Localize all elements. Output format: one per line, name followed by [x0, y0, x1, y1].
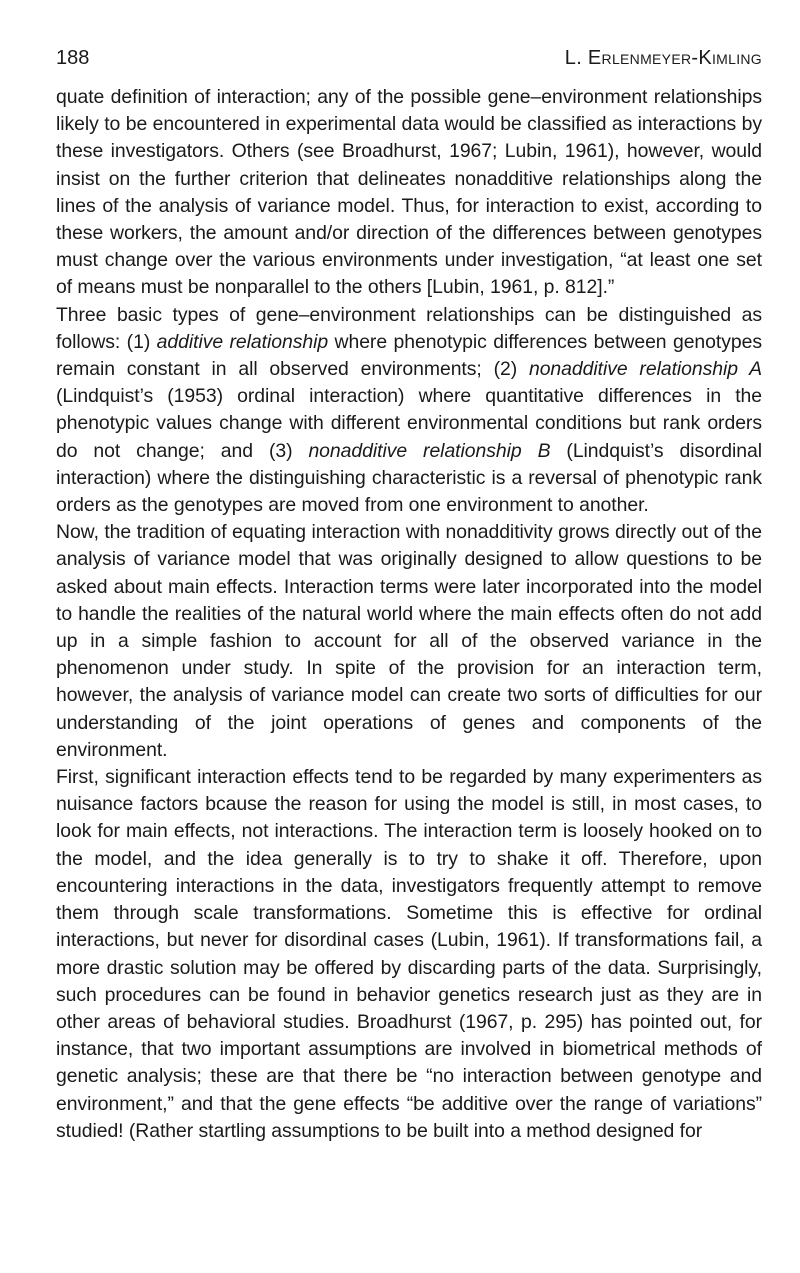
text-segment: First, significant interaction effects tend to be regarded by many experimenters as nuisance factors bcause the reason for using the model is still, in most cases, to look for main effects, not interactions. The interaction term is loosely hooked on to the model, and the idea generally is to try to shake it off. Therefore, upon encountering interactions in the data, investigators frequently attempt to remove them through scale transformations. Sometime this is effective for ordinal interactions, but never for disordinal cases (Lubin, 1961). If transformations fail, a more drastic solution may be offered by discarding parts of the data. Surprisingly, such procedures can be found in behavior genetics research just as they are in other areas of behavioral studies. Broadhurst (1967, p. 295) has pointed out, for instance, that two important assumptions are involved in biometrical methods of genetic analysis; these are that there be “no interaction between genotype and environment,” and that the gene effects “be additive over the range of variations” studied! (Rather startling assumptions to be built into a method designed for [56, 766, 762, 1142]
text-segment: Three basic types of gene–environment relationships can be distinguished as follows: (1) [56, 303, 762, 353]
text-segment: (Lindquist’s (1953) ordinal interaction) where quantitative differences in the phenotypic values change with different environmental conditions but rank orders do not change; and (3) [56, 385, 762, 462]
text-segment: where phenotypic differences between genotypes remain constant in all observed environments; (2) [56, 330, 762, 381]
running-author: L. Erlenmeyer-Kimling [564, 47, 762, 69]
paragraph [56, 764, 762, 1145]
text-segment: (Lindquist’s disordinal interaction) where the distinguishing characteristic is a reversal of phenotypic rank orders as the genotypes are moved from one environment to another. [56, 439, 762, 517]
paragraph [56, 84, 762, 302]
body-text [56, 84, 762, 1145]
paragraph [56, 302, 762, 520]
term-italic: nonadditive relationship A [528, 358, 762, 381]
running-head [56, 46, 762, 70]
term-italic: nonadditive relationship B [308, 439, 551, 462]
page [56, 46, 762, 1145]
text-segment: quate definition of interaction; any of the possible gene–environment relationships likely to be encountered in experimental data would be classified as interactions by these investigators. Others (see Broadhurst, 1967; Lubin, 1961), however, would insist on the further criterion that delineates nonadditive relationships along the lines of the analysis of variance model. Thus, for interaction to exist, according to these workers, the amount and/or direction of the differences between genotypes must change over the various environments under investigation, “at least one set of means must be nonparallel to the others [Lubin, 1961, p. 812].” [56, 86, 762, 299]
term-italic: additive relationship [156, 330, 329, 353]
text-segment: Now, the tradition of equating interaction with nonadditivity grows directly out of the analysis of variance model that was originally designed to allow questions to be asked about main effects. Interaction terms were later incorporated into the model to handle the realities of the natural world where the main effects often do not add up in a simple fashion to account for all of the observed variance in the phenomenon under study. In spite of the provision for an interaction term, however, the analysis of variance model can create two sorts of difficulties for our understanding of the joint operations of genes and components of the environment. [56, 521, 762, 761]
paragraph [56, 519, 762, 764]
page-number: 188 [56, 47, 90, 69]
